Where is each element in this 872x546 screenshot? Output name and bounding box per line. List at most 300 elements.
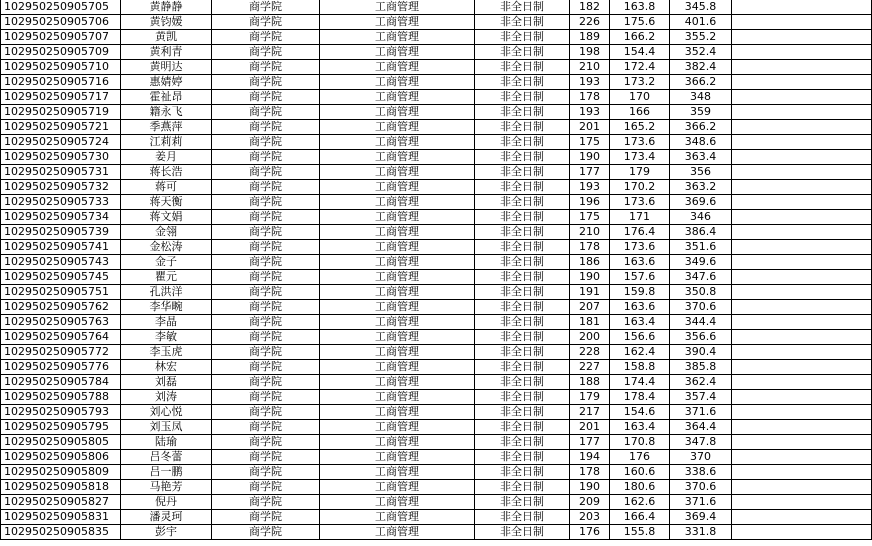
prelim-score-cell: 177 [570, 435, 610, 450]
major-cell: 工商管理 [320, 240, 475, 255]
remark-cell [732, 90, 872, 105]
name-cell: 瞿元 [121, 270, 212, 285]
major-cell: 工商管理 [320, 150, 475, 165]
total-score-cell: 352.4 [670, 45, 732, 60]
prelim-score-cell: 175 [570, 135, 610, 150]
exam-id-cell: 102950250905764 [1, 330, 121, 345]
name-cell: 金翎 [121, 225, 212, 240]
study-mode-cell: 非全日制 [475, 255, 570, 270]
major-cell: 工商管理 [320, 255, 475, 270]
total-score-cell: 356 [670, 165, 732, 180]
retest-score-cell: 163.6 [610, 300, 670, 315]
name-cell: 籍永飞 [121, 105, 212, 120]
table-row [1, 375, 872, 390]
major-cell: 工商管理 [320, 180, 475, 195]
major-cell: 工商管理 [320, 330, 475, 345]
school-cell: 商学院 [212, 345, 320, 360]
name-cell: 黄凯 [121, 30, 212, 45]
exam-id-cell: 102950250905762 [1, 300, 121, 315]
exam-id-cell: 102950250905745 [1, 270, 121, 285]
exam-id-cell: 102950250905751 [1, 285, 121, 300]
table-row [1, 300, 872, 315]
name-cell: 陆瑜 [121, 435, 212, 450]
prelim-score-cell: 191 [570, 285, 610, 300]
total-score-cell: 347.6 [670, 270, 732, 285]
name-cell: 李华畹 [121, 300, 212, 315]
exam-id-cell: 102950250905776 [1, 360, 121, 375]
retest-score-cell: 163.4 [610, 420, 670, 435]
major-cell: 工商管理 [320, 510, 475, 525]
study-mode-cell: 非全日制 [475, 270, 570, 285]
table-row [1, 525, 872, 540]
study-mode-cell: 非全日制 [475, 510, 570, 525]
study-mode-cell: 非全日制 [475, 375, 570, 390]
total-score-cell: 350.8 [670, 285, 732, 300]
major-cell: 工商管理 [320, 45, 475, 60]
retest-score-cell: 157.6 [610, 270, 670, 285]
total-score-cell: 345.8 [670, 0, 732, 15]
total-score-cell: 331.8 [670, 525, 732, 540]
school-cell: 商学院 [212, 435, 320, 450]
school-cell: 商学院 [212, 0, 320, 15]
prelim-score-cell: 201 [570, 120, 610, 135]
exam-id-cell: 102950250905710 [1, 60, 121, 75]
total-score-cell: 348.6 [670, 135, 732, 150]
major-cell: 工商管理 [320, 525, 475, 540]
total-score-cell: 371.6 [670, 495, 732, 510]
remark-cell [732, 180, 872, 195]
retest-score-cell: 173.6 [610, 240, 670, 255]
prelim-score-cell: 209 [570, 495, 610, 510]
remark-cell [732, 405, 872, 420]
total-score-cell: 369.4 [670, 510, 732, 525]
study-mode-cell: 非全日制 [475, 525, 570, 540]
major-cell: 工商管理 [320, 315, 475, 330]
school-cell: 商学院 [212, 525, 320, 540]
table-row [1, 255, 872, 270]
remark-cell [732, 345, 872, 360]
school-cell: 商学院 [212, 315, 320, 330]
name-cell: 刘玉凤 [121, 420, 212, 435]
exam-id-cell: 102950250905741 [1, 240, 121, 255]
prelim-score-cell: 196 [570, 195, 610, 210]
total-score-cell: 390.4 [670, 345, 732, 360]
school-cell: 商学院 [212, 255, 320, 270]
remark-cell [732, 390, 872, 405]
prelim-score-cell: 193 [570, 180, 610, 195]
study-mode-cell: 非全日制 [475, 420, 570, 435]
retest-score-cell: 163.8 [610, 0, 670, 15]
remark-cell [732, 165, 872, 180]
major-cell: 工商管理 [320, 300, 475, 315]
study-mode-cell: 非全日制 [475, 225, 570, 240]
exam-id-cell: 102950250905705 [1, 0, 121, 15]
prelim-score-cell: 178 [570, 90, 610, 105]
remark-cell [732, 135, 872, 150]
retest-score-cell: 166.2 [610, 30, 670, 45]
table-row [1, 330, 872, 345]
prelim-score-cell: 193 [570, 75, 610, 90]
prelim-score-cell: 189 [570, 30, 610, 45]
table-row [1, 225, 872, 240]
major-cell: 工商管理 [320, 435, 475, 450]
major-cell: 工商管理 [320, 30, 475, 45]
major-cell: 工商管理 [320, 465, 475, 480]
study-mode-cell: 非全日制 [475, 240, 570, 255]
total-score-cell: 355.2 [670, 30, 732, 45]
retest-score-cell: 162.4 [610, 345, 670, 360]
exam-id-cell: 102950250905721 [1, 120, 121, 135]
table-row [1, 45, 872, 60]
school-cell: 商学院 [212, 480, 320, 495]
exam-id-cell: 102950250905719 [1, 105, 121, 120]
prelim-score-cell: 188 [570, 375, 610, 390]
study-mode-cell: 非全日制 [475, 90, 570, 105]
remark-cell [732, 495, 872, 510]
major-cell: 工商管理 [320, 405, 475, 420]
prelim-score-cell: 226 [570, 15, 610, 30]
exam-id-cell: 102950250905818 [1, 480, 121, 495]
retest-score-cell: 172.4 [610, 60, 670, 75]
remark-cell [732, 210, 872, 225]
name-cell: 黄钧媛 [121, 15, 212, 30]
school-cell: 商学院 [212, 210, 320, 225]
remark-cell [732, 480, 872, 495]
remark-cell [732, 450, 872, 465]
study-mode-cell: 非全日制 [475, 345, 570, 360]
study-mode-cell: 非全日制 [475, 15, 570, 30]
study-mode-cell: 非全日制 [475, 30, 570, 45]
remark-cell [732, 360, 872, 375]
table-row [1, 420, 872, 435]
name-cell: 李晶 [121, 315, 212, 330]
name-cell: 霍祉昂 [121, 90, 212, 105]
exam-id-cell: 102950250905724 [1, 135, 121, 150]
retest-score-cell: 158.8 [610, 360, 670, 375]
major-cell: 工商管理 [320, 480, 475, 495]
major-cell: 工商管理 [320, 225, 475, 240]
remark-cell [732, 420, 872, 435]
name-cell: 倪丹 [121, 495, 212, 510]
prelim-score-cell: 190 [570, 150, 610, 165]
name-cell: 李敏 [121, 330, 212, 345]
total-score-cell: 401.6 [670, 15, 732, 30]
retest-score-cell: 176.4 [610, 225, 670, 240]
school-cell: 商学院 [212, 180, 320, 195]
remark-cell [732, 225, 872, 240]
total-score-cell: 362.4 [670, 375, 732, 390]
name-cell: 孔洪洋 [121, 285, 212, 300]
name-cell: 金松涛 [121, 240, 212, 255]
remark-cell [732, 435, 872, 450]
total-score-cell: 366.2 [670, 120, 732, 135]
name-cell: 蒋长浩 [121, 165, 212, 180]
total-score-cell: 363.4 [670, 150, 732, 165]
retest-score-cell: 165.2 [610, 120, 670, 135]
study-mode-cell: 非全日制 [475, 330, 570, 345]
name-cell: 蒋天衡 [121, 195, 212, 210]
retest-score-cell: 170.2 [610, 180, 670, 195]
name-cell: 刘涛 [121, 390, 212, 405]
school-cell: 商学院 [212, 285, 320, 300]
school-cell: 商学院 [212, 465, 320, 480]
remark-cell [732, 15, 872, 30]
school-cell: 商学院 [212, 240, 320, 255]
total-score-cell: 385.8 [670, 360, 732, 375]
school-cell: 商学院 [212, 510, 320, 525]
total-score-cell: 346 [670, 210, 732, 225]
name-cell: 姜月 [121, 150, 212, 165]
exam-id-cell: 102950250905793 [1, 405, 121, 420]
school-cell: 商学院 [212, 195, 320, 210]
major-cell: 工商管理 [320, 285, 475, 300]
prelim-score-cell: 210 [570, 225, 610, 240]
study-mode-cell: 非全日制 [475, 75, 570, 90]
school-cell: 商学院 [212, 420, 320, 435]
exam-id-cell: 102950250905835 [1, 525, 121, 540]
total-score-cell: 364.4 [670, 420, 732, 435]
table-row [1, 30, 872, 45]
name-cell: 蒋文娟 [121, 210, 212, 225]
major-cell: 工商管理 [320, 390, 475, 405]
school-cell: 商学院 [212, 450, 320, 465]
table-row [1, 0, 872, 15]
retest-score-cell: 170 [610, 90, 670, 105]
remark-cell [732, 0, 872, 15]
total-score-cell: 349.6 [670, 255, 732, 270]
total-score-cell: 370 [670, 450, 732, 465]
exam-id-cell: 102950250905827 [1, 495, 121, 510]
table-row [1, 510, 872, 525]
table-row [1, 90, 872, 105]
exam-id-cell: 102950250905709 [1, 45, 121, 60]
name-cell: 林宏 [121, 360, 212, 375]
retest-score-cell: 166.4 [610, 510, 670, 525]
exam-id-cell: 102950250905763 [1, 315, 121, 330]
prelim-score-cell: 186 [570, 255, 610, 270]
name-cell: 江莉莉 [121, 135, 212, 150]
study-mode-cell: 非全日制 [475, 165, 570, 180]
remark-cell [732, 45, 872, 60]
remark-cell [732, 30, 872, 45]
school-cell: 商学院 [212, 90, 320, 105]
major-cell: 工商管理 [320, 135, 475, 150]
remark-cell [732, 105, 872, 120]
retest-score-cell: 154.6 [610, 405, 670, 420]
exam-id-cell: 102950250905805 [1, 435, 121, 450]
retest-score-cell: 173.4 [610, 150, 670, 165]
study-mode-cell: 非全日制 [475, 135, 570, 150]
major-cell: 工商管理 [320, 60, 475, 75]
study-mode-cell: 非全日制 [475, 285, 570, 300]
school-cell: 商学院 [212, 300, 320, 315]
major-cell: 工商管理 [320, 90, 475, 105]
study-mode-cell: 非全日制 [475, 495, 570, 510]
exam-id-cell: 102950250905831 [1, 510, 121, 525]
total-score-cell: 363.2 [670, 180, 732, 195]
exam-id-cell: 102950250905743 [1, 255, 121, 270]
total-score-cell: 386.4 [670, 225, 732, 240]
table-row [1, 345, 872, 360]
name-cell: 刘磊 [121, 375, 212, 390]
table-row [1, 360, 872, 375]
table-row [1, 435, 872, 450]
remark-cell [732, 285, 872, 300]
remark-cell [732, 300, 872, 315]
prelim-score-cell: 181 [570, 315, 610, 330]
exam-id-cell: 102950250905717 [1, 90, 121, 105]
prelim-score-cell: 200 [570, 330, 610, 345]
school-cell: 商学院 [212, 15, 320, 30]
school-cell: 商学院 [212, 390, 320, 405]
remark-cell [732, 60, 872, 75]
table-row [1, 150, 872, 165]
name-cell: 潘灵珂 [121, 510, 212, 525]
study-mode-cell: 非全日制 [475, 120, 570, 135]
table-row [1, 315, 872, 330]
total-score-cell: 357.4 [670, 390, 732, 405]
school-cell: 商学院 [212, 30, 320, 45]
exam-id-cell: 102950250905707 [1, 30, 121, 45]
retest-score-cell: 160.6 [610, 465, 670, 480]
study-mode-cell: 非全日制 [475, 390, 570, 405]
table-row [1, 405, 872, 420]
remark-cell [732, 75, 872, 90]
retest-score-cell: 170.8 [610, 435, 670, 450]
school-cell: 商学院 [212, 375, 320, 390]
prelim-score-cell: 178 [570, 240, 610, 255]
school-cell: 商学院 [212, 360, 320, 375]
retest-score-cell: 159.8 [610, 285, 670, 300]
school-cell: 商学院 [212, 495, 320, 510]
study-mode-cell: 非全日制 [475, 105, 570, 120]
name-cell: 吕一鹏 [121, 465, 212, 480]
retest-score-cell: 163.6 [610, 255, 670, 270]
remark-cell [732, 120, 872, 135]
remark-cell [732, 330, 872, 345]
total-score-cell: 359 [670, 105, 732, 120]
table-row [1, 270, 872, 285]
major-cell: 工商管理 [320, 375, 475, 390]
remark-cell [732, 240, 872, 255]
school-cell: 商学院 [212, 225, 320, 240]
study-mode-cell: 非全日制 [475, 150, 570, 165]
total-score-cell: 370.6 [670, 300, 732, 315]
remark-cell [732, 465, 872, 480]
table-body [1, 0, 872, 540]
major-cell: 工商管理 [320, 165, 475, 180]
school-cell: 商学院 [212, 165, 320, 180]
exam-id-cell: 102950250905732 [1, 180, 121, 195]
prelim-score-cell: 177 [570, 165, 610, 180]
total-score-cell: 382.4 [670, 60, 732, 75]
remark-cell [732, 270, 872, 285]
name-cell: 刘心悦 [121, 405, 212, 420]
exam-id-cell: 102950250905730 [1, 150, 121, 165]
prelim-score-cell: 228 [570, 345, 610, 360]
name-cell: 黄明达 [121, 60, 212, 75]
major-cell: 工商管理 [320, 270, 475, 285]
retest-score-cell: 174.4 [610, 375, 670, 390]
total-score-cell: 347.8 [670, 435, 732, 450]
major-cell: 工商管理 [320, 195, 475, 210]
table-row [1, 75, 872, 90]
prelim-score-cell: 217 [570, 405, 610, 420]
table-row [1, 390, 872, 405]
major-cell: 工商管理 [320, 120, 475, 135]
table-row [1, 60, 872, 75]
total-score-cell: 371.6 [670, 405, 732, 420]
retest-score-cell: 156.6 [610, 330, 670, 345]
school-cell: 商学院 [212, 75, 320, 90]
table-row [1, 105, 872, 120]
study-mode-cell: 非全日制 [475, 195, 570, 210]
remark-cell [732, 525, 872, 540]
name-cell: 马艳芳 [121, 480, 212, 495]
retest-score-cell: 178.4 [610, 390, 670, 405]
study-mode-cell: 非全日制 [475, 435, 570, 450]
retest-score-cell: 179 [610, 165, 670, 180]
name-cell: 吕冬蕾 [121, 450, 212, 465]
exam-id-cell: 102950250905784 [1, 375, 121, 390]
exam-id-cell: 102950250905795 [1, 420, 121, 435]
retest-score-cell: 180.6 [610, 480, 670, 495]
school-cell: 商学院 [212, 60, 320, 75]
name-cell: 惠婧婷 [121, 75, 212, 90]
prelim-score-cell: 193 [570, 105, 610, 120]
study-mode-cell: 非全日制 [475, 465, 570, 480]
school-cell: 商学院 [212, 135, 320, 150]
name-cell: 彭宇 [121, 525, 212, 540]
study-mode-cell: 非全日制 [475, 450, 570, 465]
retest-score-cell: 173.2 [610, 75, 670, 90]
prelim-score-cell: 201 [570, 420, 610, 435]
prelim-score-cell: 179 [570, 390, 610, 405]
exam-id-cell: 102950250905788 [1, 390, 121, 405]
name-cell: 黄利青 [121, 45, 212, 60]
remark-cell [732, 375, 872, 390]
table-row [1, 480, 872, 495]
study-mode-cell: 非全日制 [475, 0, 570, 15]
table-row [1, 495, 872, 510]
major-cell: 工商管理 [320, 0, 475, 15]
exam-id-cell: 102950250905739 [1, 225, 121, 240]
school-cell: 商学院 [212, 120, 320, 135]
prelim-score-cell: 203 [570, 510, 610, 525]
major-cell: 工商管理 [320, 210, 475, 225]
total-score-cell: 366.2 [670, 75, 732, 90]
retest-score-cell: 176 [610, 450, 670, 465]
table-row [1, 210, 872, 225]
name-cell: 季燕萍 [121, 120, 212, 135]
prelim-score-cell: 207 [570, 300, 610, 315]
school-cell: 商学院 [212, 105, 320, 120]
major-cell: 工商管理 [320, 75, 475, 90]
study-mode-cell: 非全日制 [475, 480, 570, 495]
study-mode-cell: 非全日制 [475, 210, 570, 225]
retest-score-cell: 173.6 [610, 195, 670, 210]
table-row [1, 15, 872, 30]
exam-id-cell: 102950250905772 [1, 345, 121, 360]
name-cell: 黄静静 [121, 0, 212, 15]
retest-score-cell: 171 [610, 210, 670, 225]
total-score-cell: 356.6 [670, 330, 732, 345]
prelim-score-cell: 190 [570, 480, 610, 495]
name-cell: 蒋可 [121, 180, 212, 195]
retest-score-cell: 155.8 [610, 525, 670, 540]
table-row [1, 450, 872, 465]
prelim-score-cell: 176 [570, 525, 610, 540]
